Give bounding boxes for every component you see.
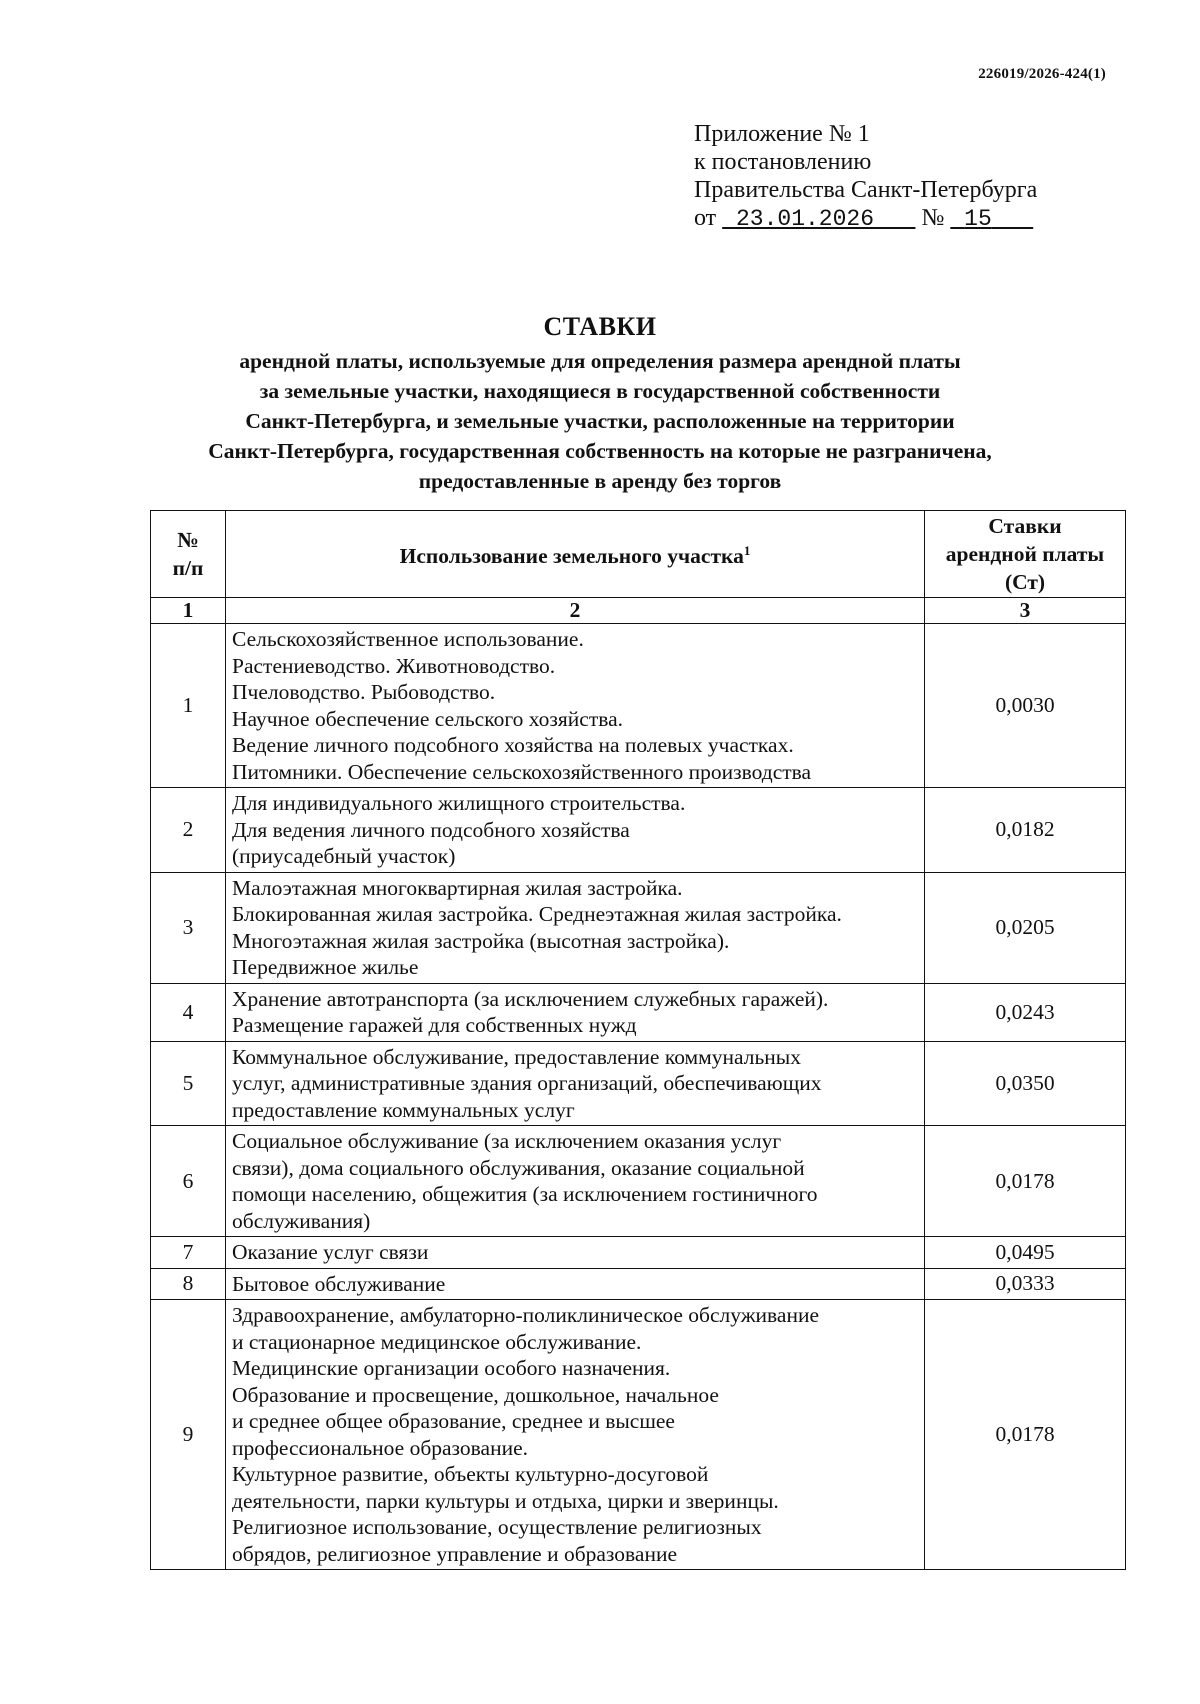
table-row: [151, 1237, 1126, 1269]
appendix-line-decree: к постановлению: [694, 149, 872, 175]
column-index-row: [151, 598, 1126, 624]
land-use-line: Оказание услуг связи: [232, 1240, 429, 1264]
appendix-block: [694, 120, 1037, 233]
row-number: 4: [151, 983, 226, 1041]
from-label: от: [694, 205, 717, 231]
row-rate: 0,0030: [925, 624, 1126, 788]
title-line: за земельные участки, находящиеся в государственной собственности: [259, 379, 941, 403]
land-use-line: (приусадебный участок): [232, 844, 456, 868]
title-main: СТАВКИ: [543, 312, 657, 341]
rates-table: [150, 510, 1126, 1570]
row-land-use: [226, 1126, 925, 1237]
land-use-line: Образование и просвещение, дошкольное, начальное: [232, 1382, 719, 1407]
document-title: [0, 308, 1200, 496]
land-use-line: Малоэтажная многоквартирная жилая застройка.: [232, 875, 683, 900]
table-header-row: [151, 511, 1126, 598]
appendix-title: Приложение № 1: [694, 121, 870, 147]
land-use-line: и среднее общее образование, среднее и высшее: [232, 1409, 675, 1433]
land-use-line: Для ведения личного подсобного хозяйства: [232, 817, 630, 842]
title-line: Санкт-Петербурга, и земельные участки, расположенные на территории: [245, 409, 955, 433]
title-line: Санкт-Петербурга, государственная собственность на которые не разграничена,: [208, 439, 992, 463]
land-use-line: обрядов, религиозное управление и образование: [232, 1541, 678, 1566]
land-use-line: Культурное развитие, объекты культурно-досуговой: [232, 1462, 709, 1486]
row-number: 8: [151, 1268, 226, 1300]
land-use-line: Питомники. Обеспечение сельскохозяйственного производства: [232, 759, 812, 784]
land-use-line: Пчеловодство. Рыбоводство.: [232, 680, 496, 704]
land-use-line: Социальное обслуживание (за исключением оказания услуг: [232, 1129, 782, 1153]
decree-date: 23.01.2026: [735, 206, 875, 232]
land-use-line: Здравоохранение, амбулаторно-поликлиническое обслуживание: [232, 1303, 820, 1327]
table-row: [151, 624, 1126, 788]
column-index: 2: [226, 598, 925, 624]
land-use-line: Блокированная жилая застройка. Среднеэтажная жилая застройка.: [232, 902, 842, 926]
row-land-use: [226, 983, 925, 1041]
column-index: 3: [925, 598, 1126, 624]
land-use-line: Коммунальное обслуживание, предоставление коммунальных: [232, 1044, 801, 1069]
table-row: [151, 983, 1126, 1041]
row-land-use: [226, 1041, 925, 1126]
land-use-line: Ведение личного подсобного хозяйства на полевых участках.: [232, 733, 794, 757]
row-number: 5: [151, 1041, 226, 1126]
land-use-line: Научное обеспечение сельского хозяйства.: [232, 706, 624, 731]
row-land-use: [226, 624, 925, 788]
row-rate: 0,0205: [925, 872, 1126, 983]
row-number: 6: [151, 1126, 226, 1237]
header-number: № п/п: [151, 511, 226, 598]
number-label: №: [921, 205, 945, 231]
row-rate: 0,0333: [925, 1268, 1126, 1300]
title-line: арендной платы, используемые для определения размера арендной платы: [239, 349, 961, 373]
appendix-line-government: Правительства Санкт-Петербурга: [694, 177, 1038, 203]
header-land-use: Использование земельного участка$^1$: [226, 511, 925, 598]
land-use-line: обслуживания): [232, 1208, 371, 1233]
header-rate: Ставки арендной платы (Ст): [925, 511, 1126, 598]
row-land-use: [226, 1237, 925, 1269]
row-land-use: [226, 788, 925, 873]
land-use-line: Растениеводство. Животноводство.: [232, 653, 556, 678]
land-use-line: Медицинские организации особого назначения.: [232, 1356, 671, 1380]
row-land-use: [226, 1300, 925, 1570]
land-use-line: Бытовое обслуживание: [232, 1271, 446, 1296]
document-number: 226019/2026-424(1): [978, 66, 1106, 82]
appendix-date-line: [694, 204, 1037, 233]
table-row: [151, 872, 1126, 983]
land-use-line: Многоэтажная жилая застройка (высотная застройка).: [232, 928, 730, 953]
table-row: [151, 1041, 1126, 1126]
row-number: 7: [151, 1237, 226, 1269]
table-row: [151, 1300, 1126, 1570]
table-row: [151, 788, 1126, 873]
row-rate: 0,0243: [925, 983, 1126, 1041]
land-use-line: предоставление коммунальных услуг: [232, 1097, 575, 1122]
land-use-line: Передвижное жилье: [232, 955, 419, 979]
land-use-line: Размещение гаражей для собственных нужд: [232, 1013, 637, 1037]
row-rate: 0,0495: [925, 1237, 1126, 1269]
table-row: [151, 1268, 1126, 1300]
row-rate: 0,0178: [925, 1300, 1126, 1570]
land-use-line: деятельности, парки культуры и отдыха, цирки и зверинцы.: [232, 1488, 779, 1513]
land-use-line: профессиональное образование.: [232, 1435, 529, 1460]
row-rate: 0,0350: [925, 1041, 1126, 1126]
row-number: 2: [151, 788, 226, 873]
land-use-line: связи), дома социального обслуживания, оказание социальной: [232, 1155, 805, 1180]
column-index: 1: [151, 598, 226, 624]
land-use-line: Для индивидуального жилищного строительства.: [232, 791, 686, 815]
row-number: 1: [151, 624, 226, 788]
land-use-line: Сельскохозяйственное использование.: [232, 627, 584, 651]
row-number: 3: [151, 872, 226, 983]
table-row: [151, 1126, 1126, 1237]
row-rate: 0,0182: [925, 788, 1126, 873]
land-use-line: услуг, административные здания организаций, обеспечивающих: [232, 1071, 822, 1095]
row-land-use: [226, 1268, 925, 1300]
land-use-line: и стационарное медицинское обслуживание.: [232, 1329, 642, 1354]
row-number: 9: [151, 1300, 226, 1570]
land-use-line: Религиозное использование, осуществление религиозных: [232, 1515, 762, 1539]
land-use-line: помощи населению, общежития (за исключением гостиничного: [232, 1182, 818, 1206]
row-land-use: [226, 872, 925, 983]
title-line: предоставленные в аренду без торгов: [418, 469, 782, 493]
row-rate: 0,0178: [925, 1126, 1126, 1237]
land-use-line: Хранение автотранспорта (за исключением служебных гаражей).: [232, 986, 829, 1011]
decree-number: 15: [964, 206, 992, 232]
